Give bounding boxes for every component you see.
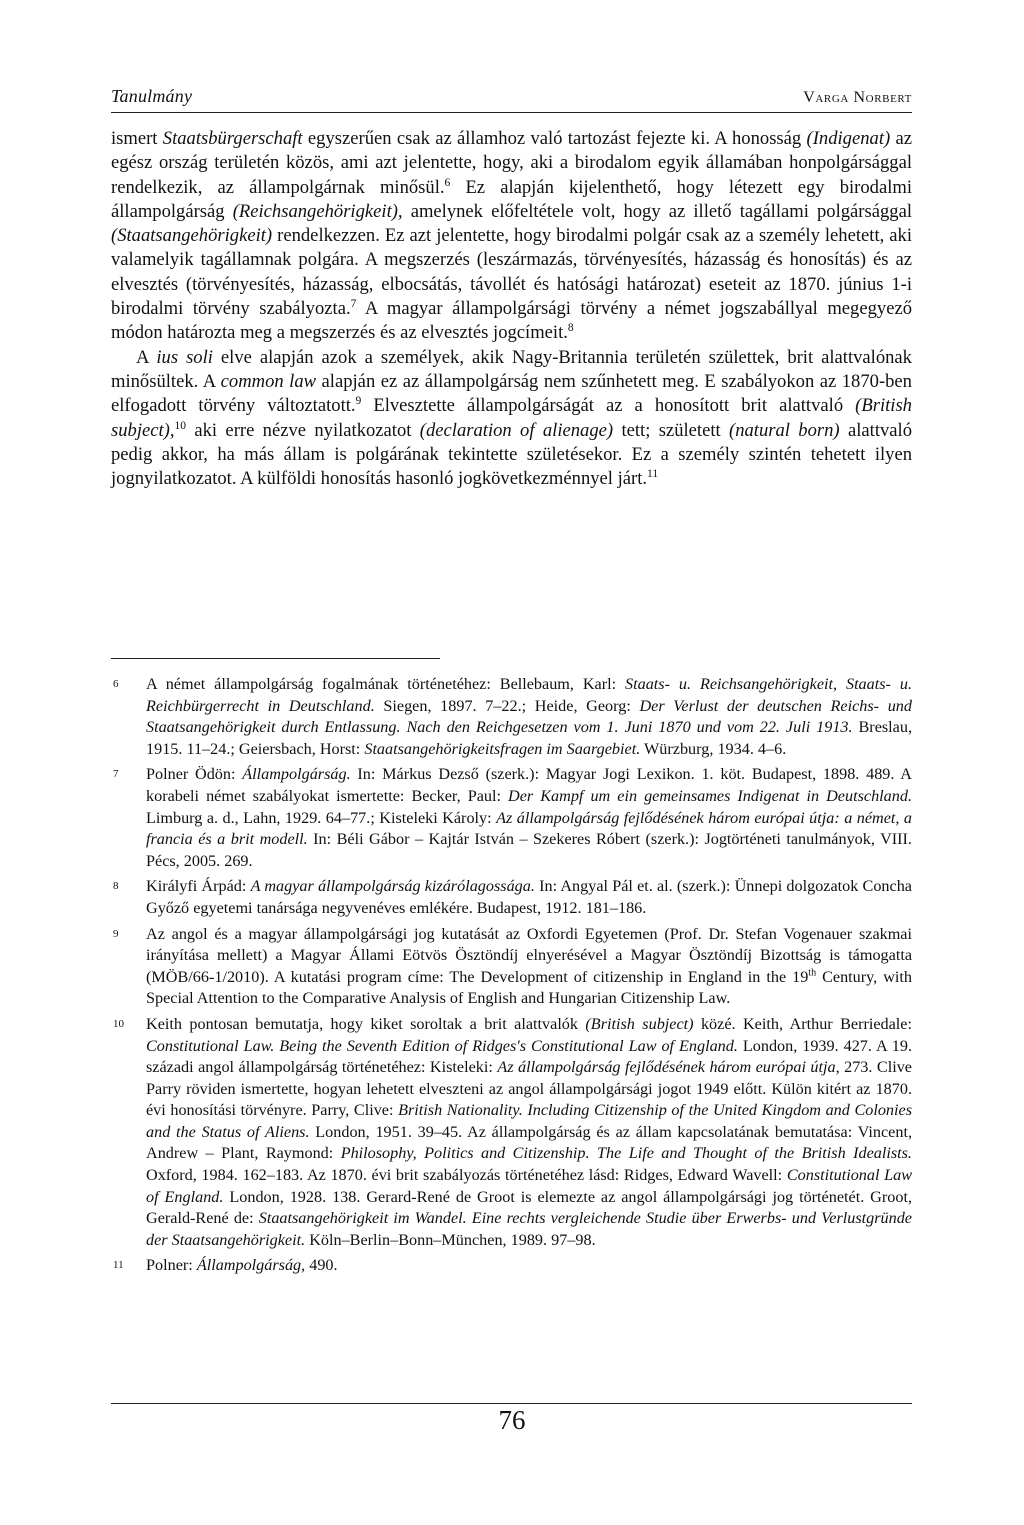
running-header xyxy=(111,86,912,113)
footnote-number: 7 xyxy=(113,768,119,781)
footnote-number: 6 xyxy=(113,678,119,690)
footnote-7 xyxy=(111,764,912,872)
footnote-9 xyxy=(111,924,912,1010)
running-header-title: Tanulmány xyxy=(111,86,193,106)
footnote-number: 8 xyxy=(113,880,119,893)
footnote-ref: 9 xyxy=(355,395,362,408)
footnote-separator xyxy=(111,658,440,659)
paragraph-2: A ius soli elve alapján azok a személyek, akik Nagy-Britannia területén születtek, brit alattvalónak minősültek. A common law alapján ez az állampolgárság nem szűnhetett meg. E szabályokon az 1870-ben elfogadott törvény változtatott.$^9$ Elvesztette állampolgárságát az a honosított brit alattvaló (British subject),$^{10}$ aki erre nézve nyilatkozatot (declaration of alienage) tett; született (natural born) alattvaló pedig akkor, ha más állam is polgárának tekintette születésekor. Ez a személy szintén tehetett ilyen jognyilatkozatot. A külföldi honosítás hasonló jogkövetkezménnyel járt.$^{11}$ xyxy=(111,346,913,490)
footnote-number: 11 xyxy=(113,1259,124,1272)
footnote-11 xyxy=(111,1255,912,1277)
footnote-ref: 6 xyxy=(444,176,451,189)
footnote-text: A német állampolgárság fogalmának történetéhez: Bellebaum, Karl: Staats- u. Reichsangehörigkeit, Staats- u. Reichbürgerrecht in Deutschland. Siegen, 1897. 7–22.; Heide, Georg: Der Verlust der deutschen Reichs- und Staatsangehörigkeit durch Entlassung. Nach den Reichgesetzen vom 1. Juni 1870 und vom 22. Juli 1913. Breslau, 1915. 11–24.; Geiersbach, Horst: Staatsangehörigkeitsfragen im Saargebiet. Würzburg, 1934. 4–6. xyxy=(146,675,912,758)
footnote-ref: 11 xyxy=(647,467,659,480)
page-body xyxy=(111,86,912,491)
footnote-10 xyxy=(111,1014,912,1252)
footnote-number: 10 xyxy=(113,1017,124,1030)
footnote-ref: 7 xyxy=(350,297,357,310)
footnote-6 xyxy=(111,674,912,760)
footer-rule xyxy=(111,1403,912,1404)
footnote-text: Polner: Állampolgárság, 490. xyxy=(146,1256,338,1275)
footnote-number: 9 xyxy=(113,927,119,940)
footnote-text: Keith pontosan bemutatja, hogy kiket soroltak a brit alattvalók (British subject) közé. Keith, Arthur Berriedale: Constitutional Law. Being the Seventh Edition of Ridges's Constitutional Law of England. London, 1939. 427. A 19. századi angol állampolgárság történetéhez: Kisteleki: Az állampolgárság fejlődésének három európai útja, 273. Clive Parry röviden ismertette, hogyan lehetett elveszteni az angol állampolgársági jogot 1949 előtt. Külön kitért az 1870. évi honosítási törvényre. Parry, Clive: British Nationality. Including Citizenship of the United Kingdom and Colonies and the Status of Aliens. London, 1951. 39–45. Az állampolgárság és az állam kapcsolatának bemutatása: Vincent, Andrew – Plant, Raymond: Philosophy, Politics and Citizenship. The Life and Thought of the British Idealists. Oxford, 1984. 162–183. Az 1870. évi brit szabályozás történetéhez lásd: Ridges, Edward Wavell: Constitutional Law of England. London, 1928. 138. Gerard-René de Groot is elemezte az angol állampolgársági jog történetét. Groot, Gerald-René de: Staatsangehörigkeit im Wandel. Eine rechts vergleichende Studie über Erwerbs- und Verlustgründe der Staatsangehörigkeit. Köln–Berlin–Bonn–München, 1989. 97–98. xyxy=(146,1014,913,1249)
footnote-8 xyxy=(111,876,912,919)
footnote-text: Polner Ödön: Állampolgárság. In: Márkus Dezső (szerk.): Magyar Jogi Lexikon. 1. köt. Budapest, 1898. 489. A korabeli német szabályokat ismertette: Becker, Paul: Der Kampf um ein gemeinsames Indigenat in Deutschland. Limburg a. d., Lahn, 1929. 64–77.; Kisteleki Károly: Az állampolgárság fejlődésének három európai útja: a német, a francia és a brit modell. In: Béli Gábor – Kajtár István – Szekeres Róbert (szerk.): Jogtörténeti tanulmányok, VIII. Pécs, 2005. 269. xyxy=(146,765,912,870)
page-number: 76 xyxy=(498,1405,526,1435)
running-header-author: Varga Norbert xyxy=(803,89,912,106)
paragraph-1: ismert Staatsbürgerschaft egyszerűen csak az államhoz való tartozást fejezte ki. A honosság (Indigenat) az egész ország területén közös, ami azt jelentette, hogy, aki a birodalom egyik államában honpolgársággal rendelkezik, az állampolgárnak minősül.$^6$ Ez alapján kijelenthető, hogy létezett egy birodalmi állampolgárság (Reichsangehörigkeit), amelynek előfeltétele volt, hogy az illető tagállami polgársággal (Staatsangehörigkeit) rendelkezzen. Ez azt jelentette, hogy birodalmi polgár csak az a személy lehetett, aki valamelyik tagállamnak polgára. A megszerzés (leszármazás, törvényesítés, házasság és honosítás) és az elvesztés (törvényesítés, házasság, elbocsátás, távollét és hatósági határozat) eseteit az 1870. június 1-i birodalmi törvény szabályozta.$^7$ A magyar állampolgársági törvény a német jogszabállyal megegyező módon határozta meg a megszerzés és az elvesztés jogcímeit.$^8$ xyxy=(111,128,913,344)
main-text xyxy=(111,127,912,491)
footnote-ref: 8 xyxy=(567,322,574,335)
footnote-ref: 10 xyxy=(174,419,187,432)
footnote-text: Királyfi Árpád: A magyar állampolgárság kizárólagossága. In: Angyal Pál et. al. (szerk.): Ünnepi dolgozatok Concha Győző egyetemi tanársága negyvenéves emlékére. Budapest, 1912. 181–186. xyxy=(146,877,912,917)
footnote-text: Az angol és a magyar állampolgársági jog kutatását az Oxfordi Egyetemen (Prof. Dr. Stefan Vogenauer szakmai irányítása mellett) a Magyar Állami Eötvös Ösztöndíj elnyerésével a Magyar Ösztöndíj Bizottság is támogatta (MÖB/66-1/2010). A kutatási program címe: The Development of citizenship in England in the 19th Century, with Special Attention to the Comparative Analysis of English and Hungarian Citizenship Law. xyxy=(146,924,912,1008)
footnotes xyxy=(111,674,912,1281)
